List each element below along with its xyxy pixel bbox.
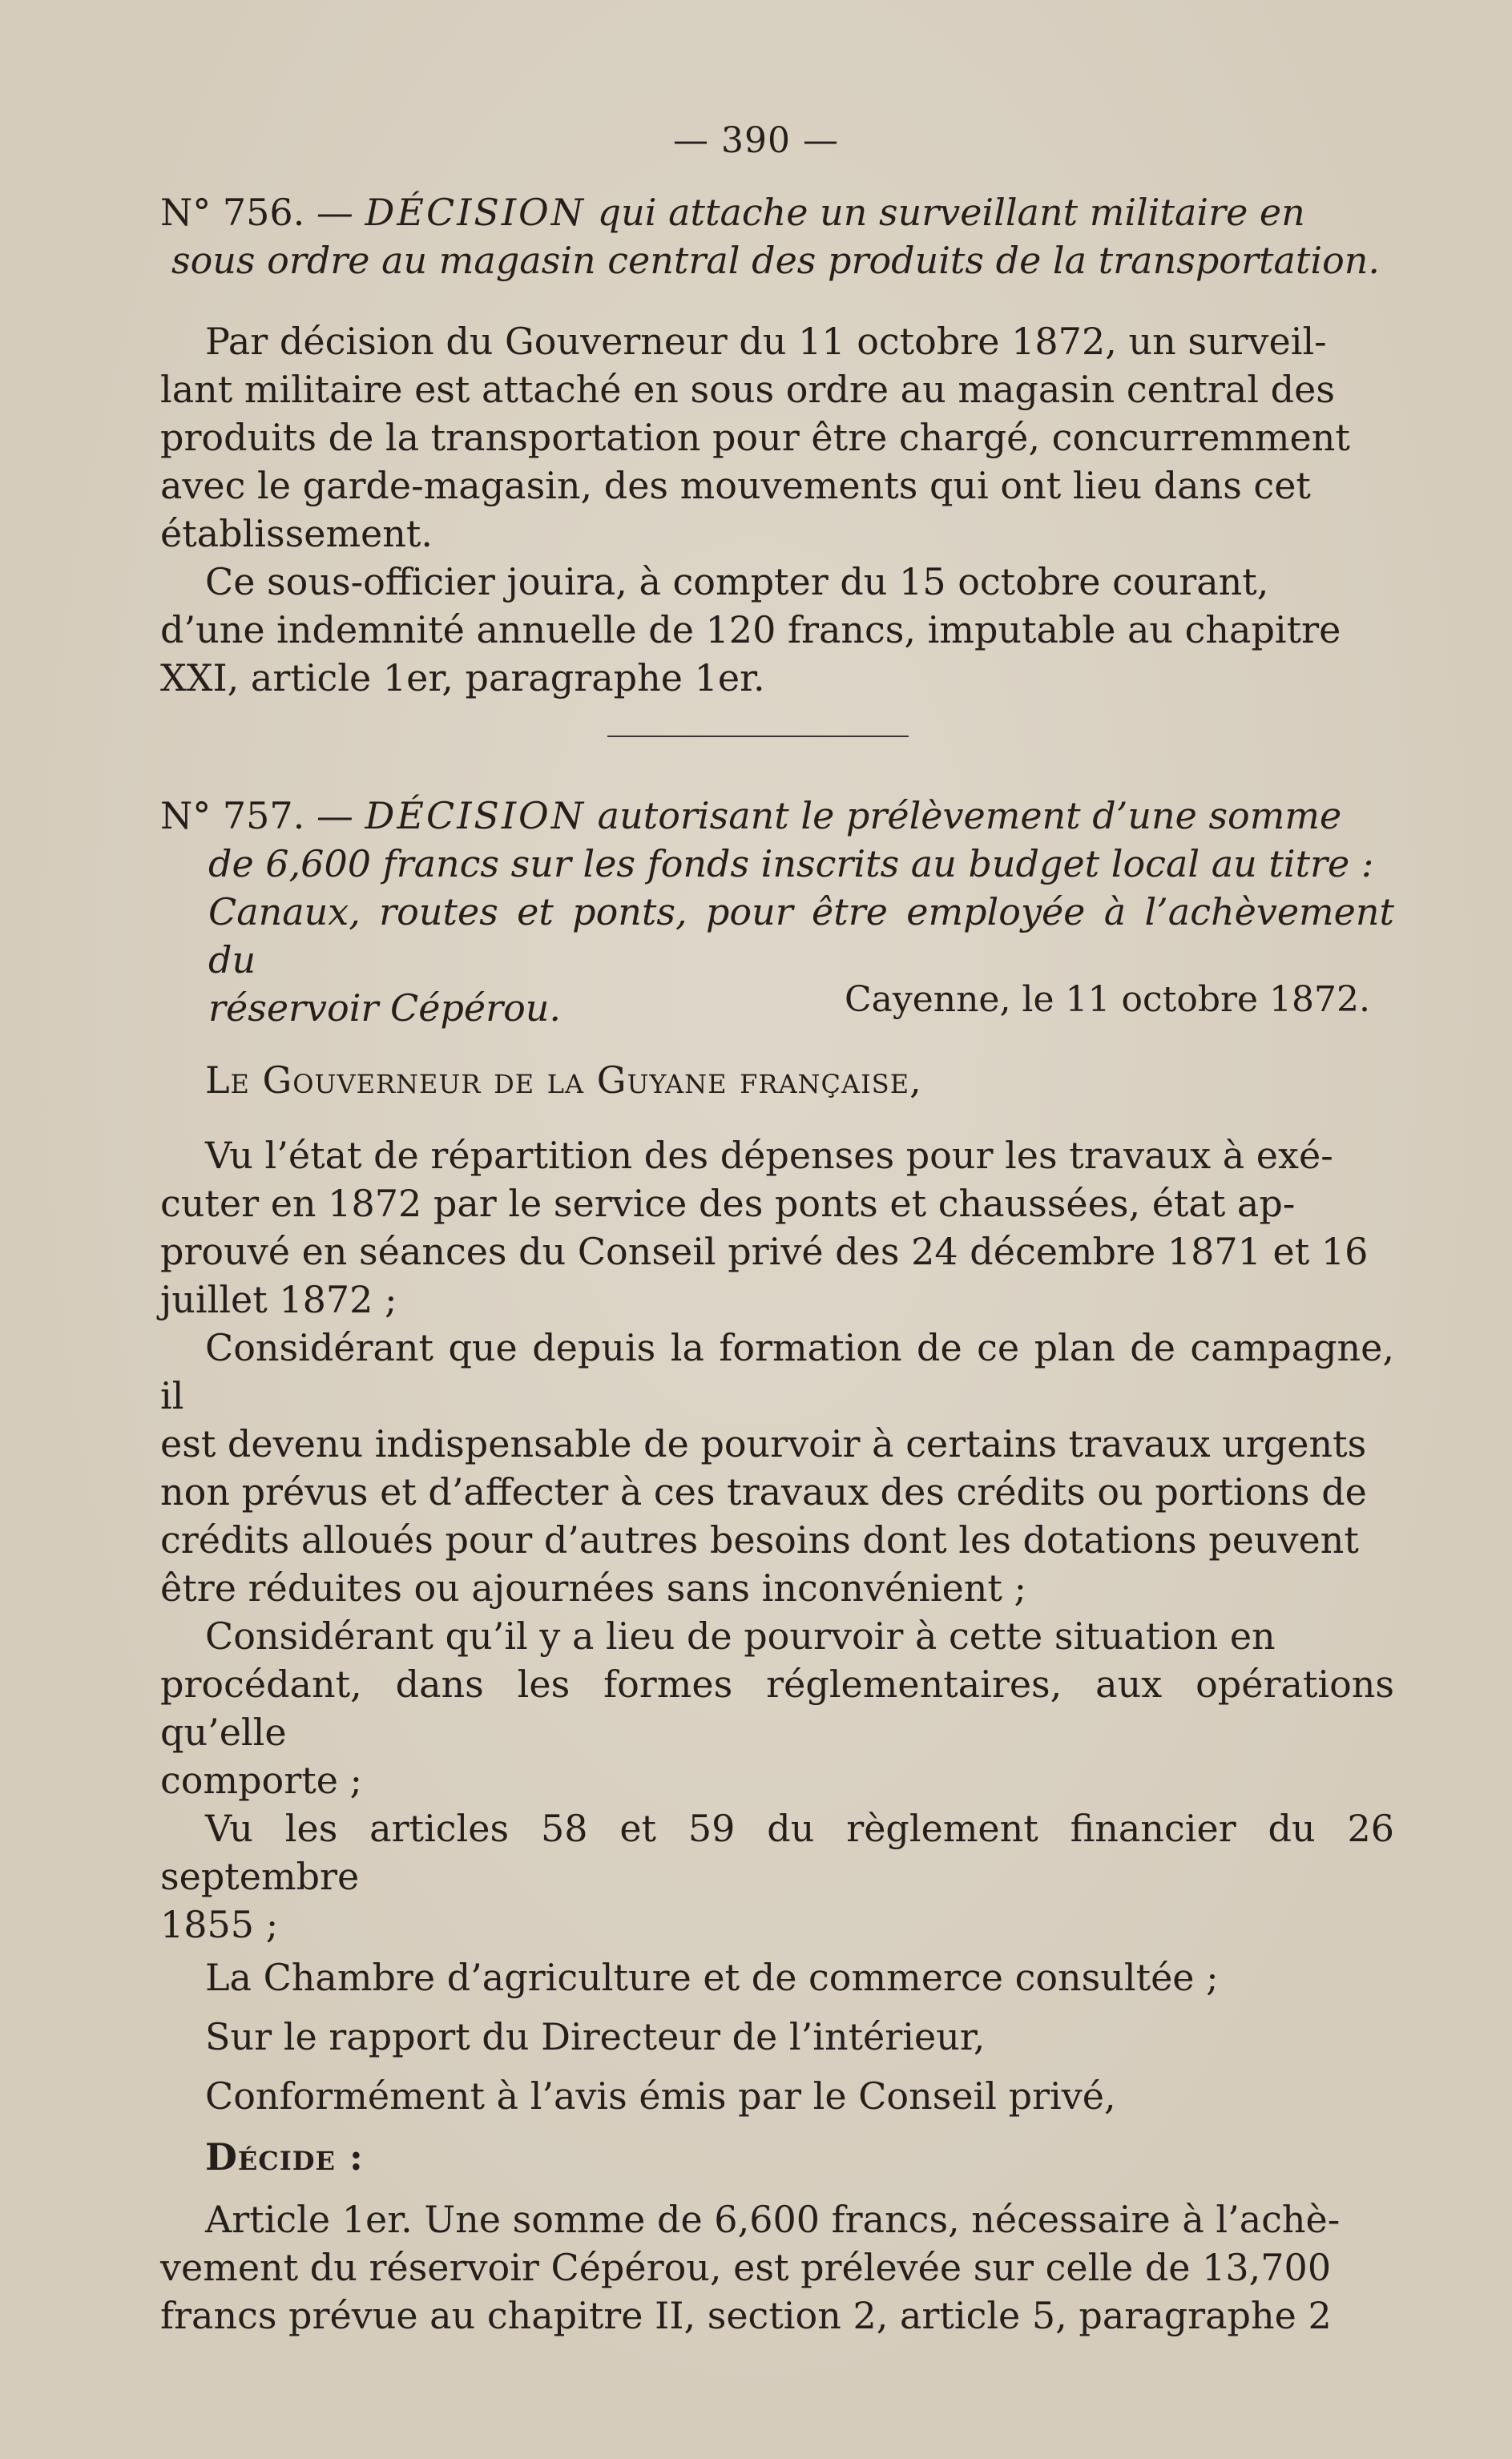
decision-756-title-text: qui attache un surveillant militaire en [597, 191, 1305, 234]
title-dash: — [316, 794, 353, 837]
decision-757-body [160, 1131, 1394, 2340]
text-line: comporte ; [160, 1759, 363, 1802]
decision-756-title-line2: sous ordre au magasin central des produits de la transportation. [171, 239, 1381, 282]
governor-heading: Le Gouverneur de la Guyane française, [205, 1058, 922, 1102]
text-line: XXI, article 1er, paragraphe 1er. [160, 656, 765, 699]
page-number: — 390 — [673, 120, 839, 161]
text-line: être réduites ou ajournées sans inconvénient ; [160, 1566, 1027, 1610]
text-line: prouvé en séances du Conseil privé des 24 décembre 1871 et 16 [160, 1230, 1369, 1273]
title-line: de 6,600 francs sur les fonds inscrits au budget local au titre : [208, 842, 1374, 885]
text-line: cuter en 1872 par le service des ponts et chaussées, état ap- [160, 1182, 1296, 1225]
article-1-paragraph [160, 2195, 1394, 2340]
text-line: Vu les articles 58 et 59 du règlement financier du 26 septembre [160, 1807, 1394, 1898]
text-line: Conformément à l’avis émis par le Conseil privé, [205, 2074, 1116, 2118]
considerant-paragraph [160, 1612, 1394, 1804]
decision-757-number: N° 757. [160, 794, 305, 837]
considerant-paragraph [160, 1804, 1394, 1949]
section-divider [607, 736, 909, 737]
decision-756-paragraph-1 [160, 317, 1394, 558]
text-line: crédits alloués pour d’autres besoins dont les dotations peuvent [160, 1518, 1359, 1562]
text-line: lant militaire est attaché en sous ordre au magasin central des [160, 368, 1335, 411]
considerant-paragraph [160, 1131, 1394, 1324]
text-line: Considérant que depuis la formation de ce plan de campagne, il [160, 1326, 1394, 1417]
text-line: vement du réservoir Cépérou, est prélevée sur celle de 13,700 [160, 2246, 1332, 2289]
text-line: Sur le rapport du Directeur de l’intérieur, [205, 2015, 986, 2058]
text-line: Article 1er. Une somme de 6,600 francs, nécessaire à l’achè- [205, 2198, 1341, 2241]
considerant-paragraph [160, 1953, 1394, 2001]
text-line: d’une indemnité annuelle de 120 francs, imputable au chapitre [160, 608, 1341, 651]
text-line: est devenu indispensable de pourvoir à certains travaux urgents [160, 1422, 1367, 1465]
decision-757-title-text: autorisant le prélèvement d’une somme [597, 794, 1342, 837]
text-line: La Chambre d’agriculture et de commerce consultée ; [205, 1956, 1219, 1999]
text-line: procédant, dans les formes réglementaires, aux opérations qu’elle [160, 1663, 1394, 1754]
text-line: juillet 1872 ; [160, 1278, 397, 1321]
text-line: francs prévue au chapitre II, section 2, article 5, paragraphe 2 [160, 2294, 1332, 2337]
decision-756-number: N° 756. [160, 191, 305, 234]
governor-heading-block [160, 1056, 1394, 1104]
considerant-paragraph [160, 2013, 1394, 2061]
decide-label: Décide : [205, 2135, 364, 2179]
title-dash: — [316, 191, 353, 234]
text-line: produits de la transportation pour être chargé, concurremment [160, 416, 1350, 459]
decide-paragraph [160, 2133, 1394, 2181]
decision-keyword: DÉCISION [365, 794, 587, 837]
dateline: Cayenne, le 11 octobre 1872. [844, 979, 1370, 1020]
text-line: avec le garde-magasin, des mouvements qui ont lieu dans cet [160, 464, 1311, 507]
considerant-paragraph [160, 1324, 1394, 1612]
text-line: Considérant qu’il y a lieu de pourvoir à cette situation en [205, 1614, 1276, 1658]
decision-756-paragraph-2 [160, 558, 1394, 702]
decision-keyword: DÉCISION [365, 191, 587, 234]
title-line: Canaux, routes et ponts, pour être employée à l’achèvement du [208, 890, 1394, 982]
text-line: établissement. [160, 512, 433, 555]
decision-756-title [160, 188, 1394, 284]
text-line: Ce sous-officier jouira, à compter du 15 octobre courant, [205, 560, 1269, 603]
text-line: Par décision du Gouverneur du 11 octobre 1872, un surveil- [205, 320, 1327, 363]
considerant-paragraph [160, 2072, 1394, 2120]
text-line: Vu l’état de répartition des dépenses pour les travaux à exé- [205, 1134, 1333, 1177]
text-line: non prévus et d’affecter à ces travaux des crédits ou portions de [160, 1470, 1367, 1514]
text-line: 1855 ; [160, 1903, 279, 1946]
title-line: réservoir Cépérou. [208, 986, 562, 1030]
